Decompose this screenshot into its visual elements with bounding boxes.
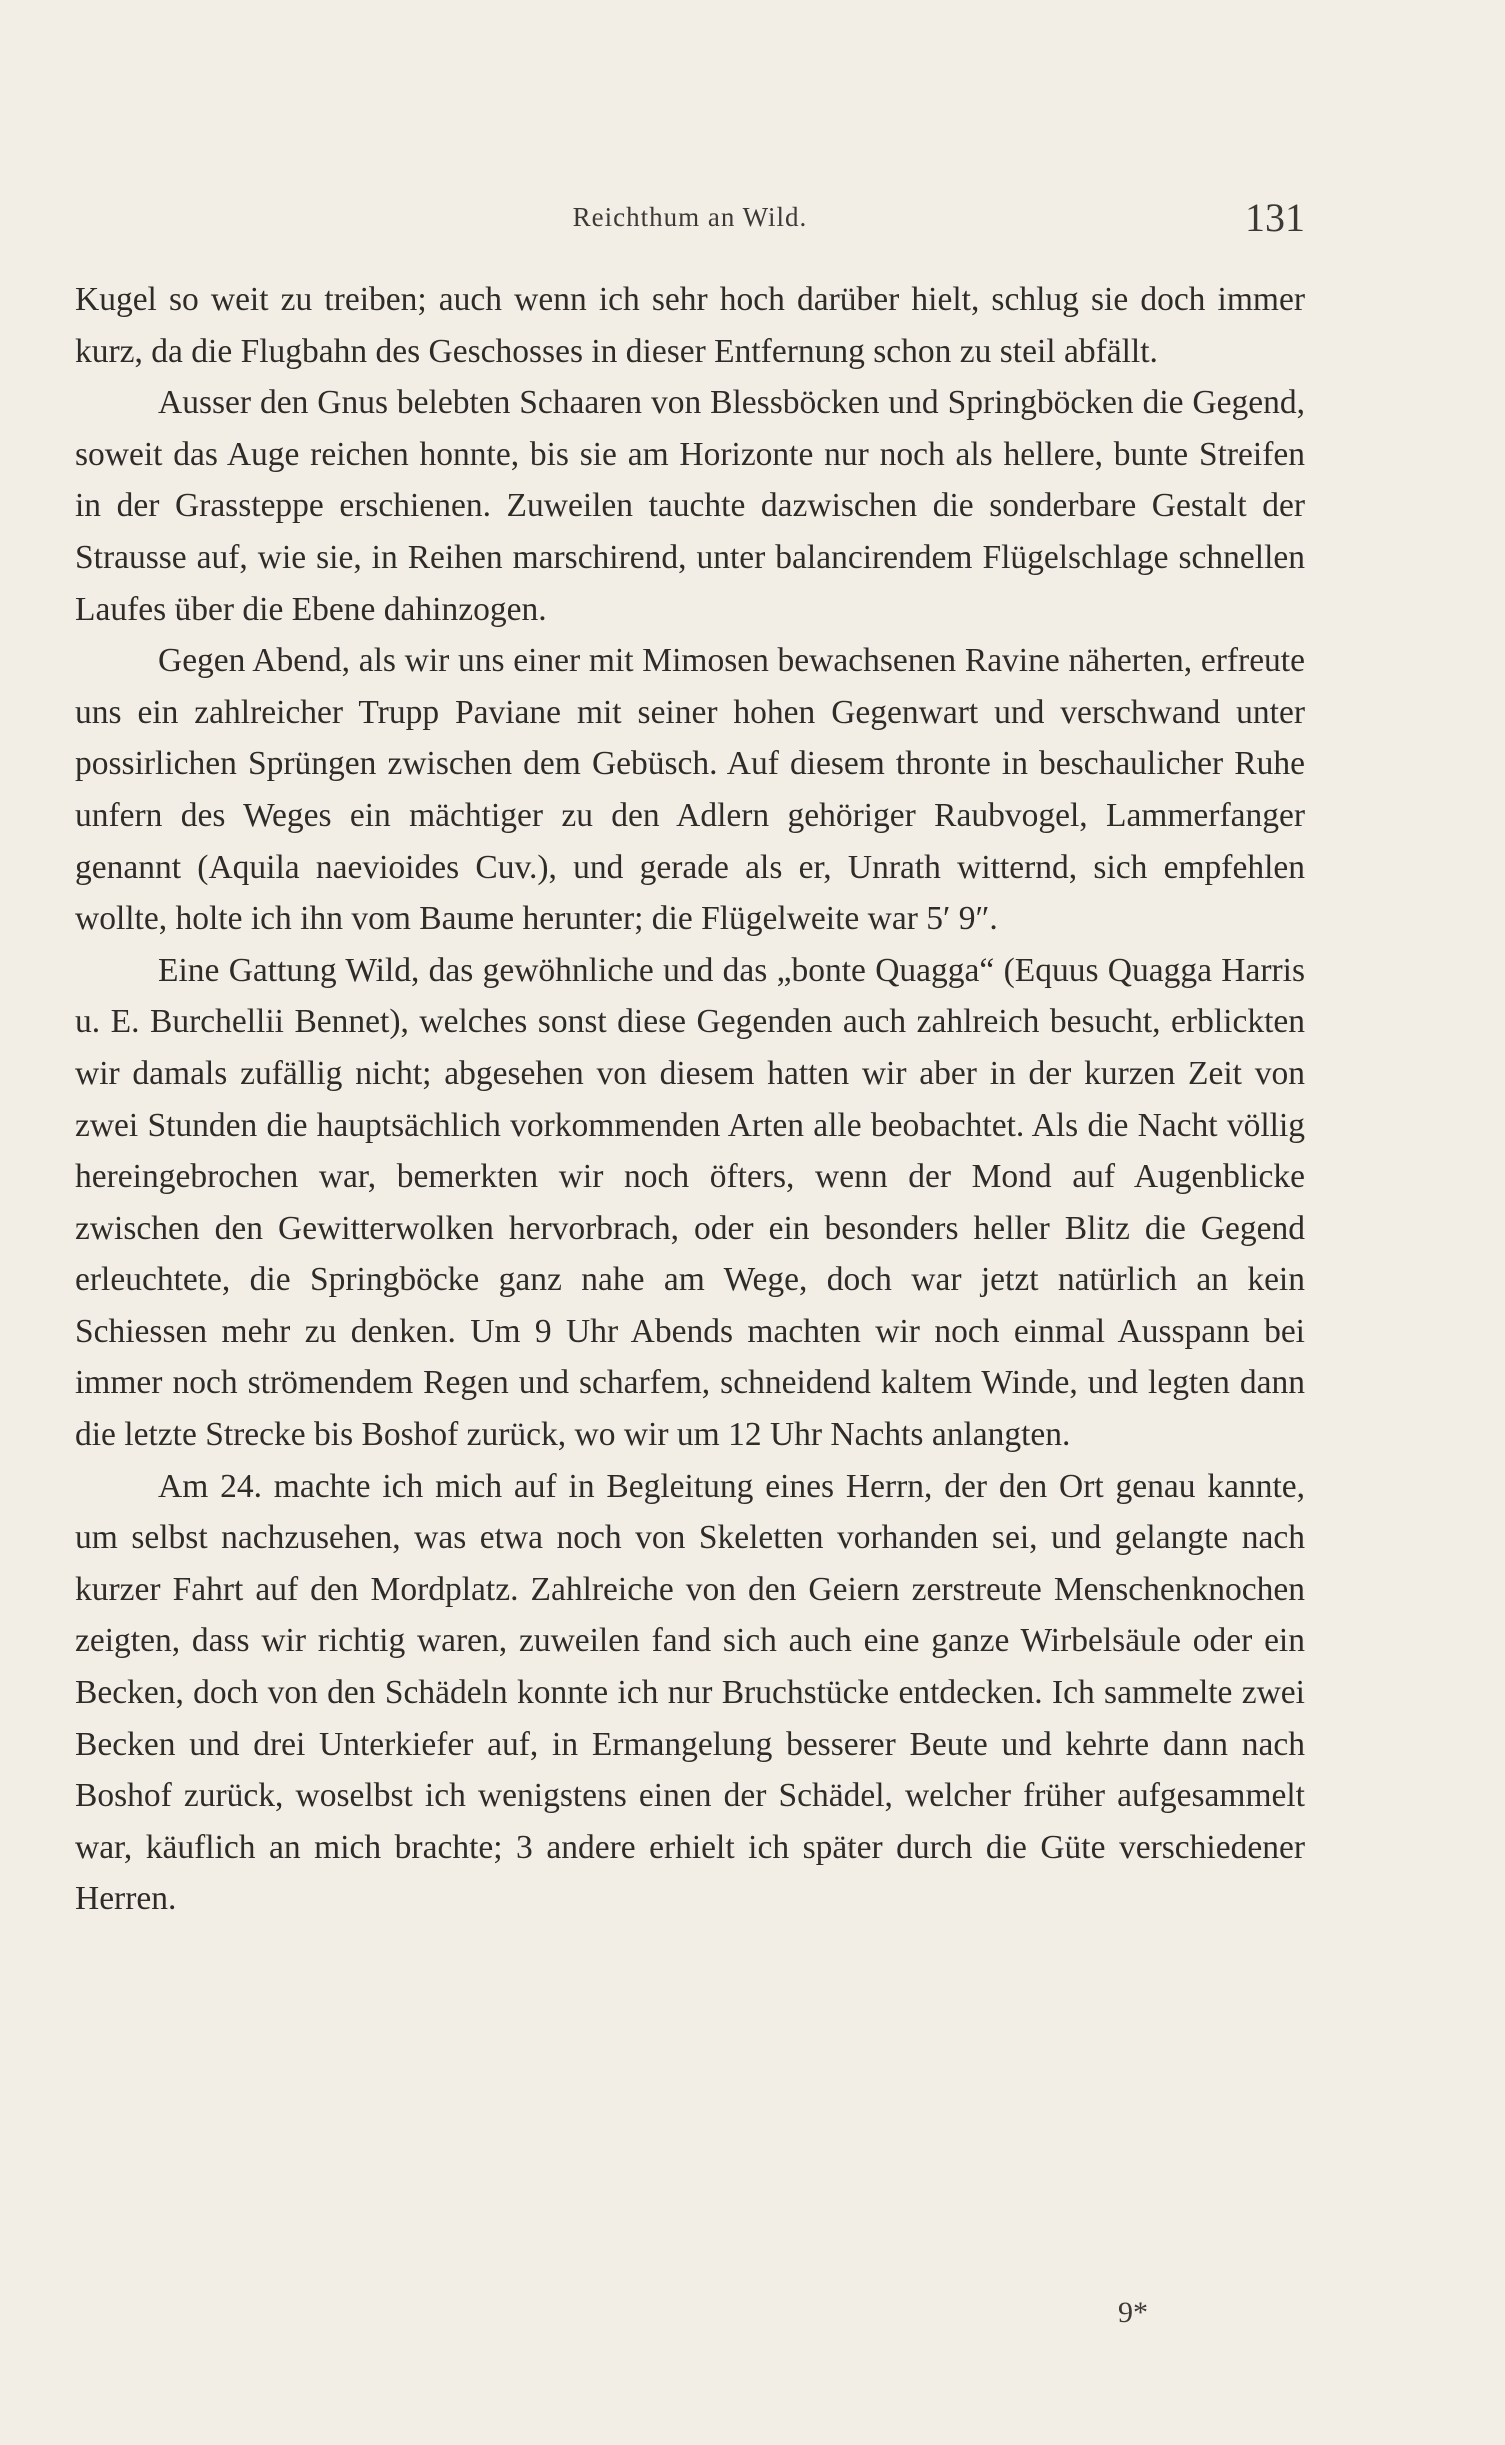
body-text	[75, 274, 1305, 1925]
paragraph: Kugel so weit zu treiben; auch wenn ich sehr hoch darüber hielt, schlug sie doch immer kurz, da die Flugbahn des Geschosses in dieser Entfernung schon zu steil abfällt.	[75, 281, 1305, 370]
paragraph: Am 24. machte ich mich auf in Begleitung eines Herrn, der den Ort genau kannte, um selbst nachzusehen, was etwa noch von Skeletten vorhanden sei, und gelangte nach kurzer Fahrt auf den Mordplatz. Zahlreiche von den Geiern zerstreute Menschenknochen zeigten, dass wir richtig waren, zuweilen fand sich auch eine ganze Wirbelsäule oder ein Becken, doch von den Schädeln konnte ich nur Bruchstücke entdecken. Ich sammelte zwei Becken und drei Unterkiefer auf, in Ermangelung besserer Beute und kehrte dann nach Boshof zurück, woselbst ich wenigstens einen der Schädel, welcher früher aufgesammelt war, käuflich an mich brachte; 3 andere erhielt ich später durch die Güte verschiedener Herren.	[75, 1467, 1305, 1918]
paragraph: Eine Gattung Wild, das gewöhnliche und das „bonte Quagga“ (Equus Quagga Harris u. E. Burchellii Bennet), welches sonst diese Gegenden auch zahlreich besucht, erblickten wir damals zufällig nicht; abgesehen von diesem hatten wir aber in der kurzen Zeit von zwei Stunden die hauptsächlich vorkommenden Arten alle beobachtet. Als die Nacht völlig hereingebrochen war, bemerkten wir noch öfters, wenn der Mond auf Augenblicke zwischen den Gewitterwolken hervorbrach, oder ein besonders heller Blitz die Gegend erleuchtete, die Springböcke ganz nahe am Wege, doch war jetzt natürlich an kein Schiessen mehr zu denken. Um 9 Uhr Abends machten wir noch einmal Ausspann bei immer noch strömendem Regen und scharfem, schneidend kaltem Winde, und legten dann die letzte Strecke bis Boshof zurück, wo wir um 12 Uhr Nachts anlangten.	[75, 951, 1305, 1454]
running-head	[75, 192, 1305, 242]
paragraph: Gegen Abend, als wir uns einer mit Mimosen bewachsenen Ravine näherten, erfreute uns ein zahlreicher Trupp Paviane mit seiner hohen Gegenwart und verschwand unter possirlichen Sprüngen zwischen dem Gebüsch. Auf diesem thronte in beschaulicher Ruhe unfern des Weges ein mächtiger zu den Adlern gehöriger Raubvogel, Lammerfanger genannt (Aquila naevioides Cuv.), und gerade als er, Unrath witternd, sich empfehlen wollte, holte ich ihn vom Baume herunter; die Flügelweite war 5′ 9″.	[75, 642, 1305, 938]
printer-signature: 9*	[1118, 2296, 1148, 2329]
paragraph: Ausser den Gnus belebten Schaaren von Blessböcken und Springböcken die Gegend, soweit das Auge reichen honnte, bis sie am Horizonte nur noch als hellere, bunte Streifen in der Grassteppe erschienen. Zuweilen tauchte dazwischen die sonderbare Gestalt der Strausse auf, wie sie, in Reihen marschirend, unter balancirendem Flügelschlage schnellen Laufes über die Ebene dahinzogen.	[75, 384, 1305, 628]
running-title: Reichthum an Wild.	[572, 202, 808, 232]
page-number: 131	[1245, 195, 1305, 240]
